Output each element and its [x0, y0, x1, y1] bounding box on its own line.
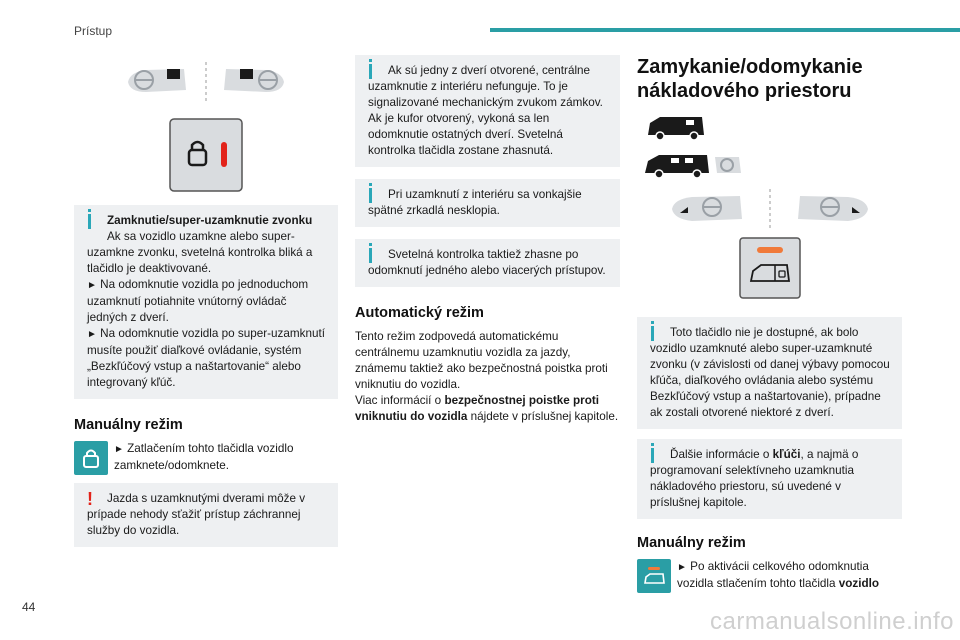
page-header-title: Prístup — [74, 24, 113, 38]
lock-button-icon — [74, 441, 108, 475]
info-note-key: Ďalšie informácie o kľúči, a najmä o programovaní selektívneho uzamknutia nákladového priestoru, sú uvedené v príslušnej kapitole. — [637, 439, 902, 519]
bullet-arrow-icon: ► — [114, 444, 124, 455]
section-heading-auto: Automatický režim — [355, 305, 484, 321]
dashboard-open-doors-figure — [670, 187, 870, 231]
page-number: 44 — [22, 600, 36, 614]
section-heading-manual-cargo: Manuálny režim — [637, 535, 746, 551]
dashboard-figure — [126, 60, 286, 104]
auto-mode-text: Tento režim zodpovedá automatickému centrálnemu uzamknutiu vozidla za jazdy, známemu taktiež ako bezpečnostná poistka proti vniknutiu do vozidla. — [355, 330, 608, 391]
info-icon — [651, 448, 654, 463]
info-note-lamp — [355, 239, 620, 287]
lock-button-figure — [169, 118, 243, 192]
info-note-locking — [74, 205, 338, 399]
bullet-arrow-icon: ► — [677, 562, 687, 573]
watermark: carmanualsonline.info — [710, 608, 954, 635]
warning-icon: ! — [87, 489, 93, 509]
column-2 — [355, 55, 620, 425]
warning-text: Jazda s uzamknutými dverami môže v prípade nehody sťažiť prístup záchrannej služby do vozidla. — [87, 492, 306, 537]
auto-mode-reference: Viac informácií o bezpečnostnej poistke proti vniknutiu do vozidla nájdete v príslušnej kapitole. — [355, 394, 619, 423]
manual-mode-text: Zatlačením tohto tlačidla vozidlo zamknete/odomknete. — [114, 442, 294, 472]
manual-mode-row — [74, 441, 338, 475]
note-text: Svetelná kontrolka taktiež zhasne po odomknutí jedného alebo viacerých prístupov. — [368, 248, 606, 277]
info-icon — [369, 188, 372, 203]
info-note-mirrors — [355, 179, 620, 227]
bullet-arrow-icon: ► — [87, 280, 97, 291]
note-text: Toto tlačidlo nie je dostupné, ak bolo vozidlo uzamknuté alebo super-uzamknuté zvonku (v závislosti od danej výbavy pomocou kľúča, diaľkového ovládania alebo systému Bezkľúčový vstup a naštartovanie), prípadne ak zostali otvorené niektoré z dverí. — [650, 326, 890, 419]
warning-note — [74, 483, 338, 547]
note-title: Zamknutie/super-uzamknutie zvonku — [107, 214, 313, 227]
note-text: Pri uzamknutí z interiéru sa vonkajšie spätné zrkadlá nesklopia. — [368, 188, 582, 217]
info-icon — [369, 64, 372, 79]
info-icon — [651, 326, 654, 341]
note-text: Na odomknutie vozidla po super-uzamknutí musíte použiť diaľkové ovládanie, systém „Bezkľúčový vstup a naštartovanie“ alebo integrovaný kľúč. — [87, 327, 325, 389]
note-text: Ak sú jedny z dverí otvorené, centrálne uzamknutie z interiéru nefunguje. To je signalizované mechanickým zvukom zámkov. Ak je kufor otvorený, vykoná sa len odomknutie ostatných dverí. Svetelná kontrolka tlačidla zostane zhasnutá. — [368, 64, 603, 157]
note-text: Na odomknutie vozidla po jednoduchom uzamknutí potiahnite vnútorný ovládač jedných z dverí. — [87, 278, 309, 324]
info-note-open-doors — [355, 55, 620, 167]
bullet-arrow-icon: ► — [87, 329, 97, 340]
note-text: Ak sa vozidlo uzamkne alebo super-uzamkne zvonku, svetelná kontrolka bliká a tlačidlo je deaktivované. — [87, 230, 313, 275]
header-accent-bar — [490, 28, 960, 32]
cargo-lock-button-figure — [739, 237, 801, 299]
column-1 — [74, 60, 338, 547]
van-long-figure — [643, 151, 753, 181]
cargo-unlock-icon — [637, 559, 671, 593]
van-short-figure — [646, 115, 706, 141]
column-3 — [637, 55, 902, 593]
section-title-cargo: Zamykanie/odomykanie nákladového priestoru — [637, 56, 863, 102]
section-heading-manual: Manuálny režim — [74, 417, 183, 433]
info-note-unavailable — [637, 317, 902, 429]
info-icon — [369, 248, 372, 263]
info-icon — [88, 214, 91, 229]
manual-mode-cargo-row: ► Po aktivácii celkového odomknutia vozidla stlačením tohto tlačidla vozidlo — [637, 559, 902, 593]
